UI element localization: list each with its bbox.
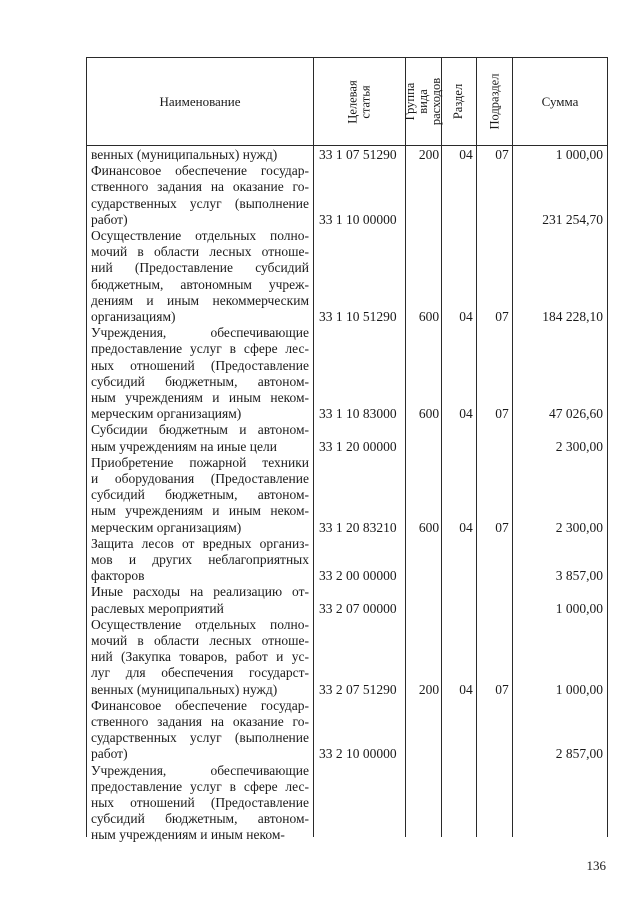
header-section: Раздел — [442, 58, 477, 145]
row-target-code: 33 1 07 51290 — [319, 146, 397, 162]
row-name-line: субсидий бюджетным, автоном- — [91, 487, 309, 503]
row-section: 04 — [459, 308, 473, 324]
row-name-line: Субсидии бюджетным и автоном- — [91, 422, 309, 438]
row-target-code: 33 1 20 00000 — [319, 438, 397, 454]
row-name-line: Осуществление отдельных полно- — [91, 228, 309, 243]
row-name-line: и оборудования (Предоставление — [91, 471, 309, 486]
row-name — [91, 763, 309, 844]
row-name-line: ных отношений (Предоставление — [91, 795, 309, 810]
table-row — [87, 163, 607, 228]
row-name-line: Осуществление отдельных полно- — [91, 616, 309, 632]
page-number: 136 — [586, 858, 606, 873]
header-group: Группа вида расходов — [406, 58, 442, 145]
row-name-line: мов и других неблагоприятных — [91, 552, 309, 567]
table-row — [87, 617, 607, 698]
row-name-line: ний (Закупка товаров, работ и ус- — [91, 649, 309, 665]
row-expense-group: 600 — [418, 308, 440, 324]
row-name-line: бюджетным, автономным учреж- — [91, 276, 309, 292]
row-name-line: раслевых мероприятий — [91, 600, 224, 616]
row-section: 04 — [459, 519, 473, 535]
row-target-code: 33 1 10 00000 — [319, 211, 397, 227]
row-sum: 2 300,00 — [555, 438, 603, 454]
row-sum: 2 300,00 — [555, 519, 603, 535]
row-section: 04 — [459, 681, 473, 697]
row-name — [91, 422, 309, 454]
row-expense-group: 600 — [418, 519, 440, 535]
row-sum: 231 254,70 — [542, 211, 603, 227]
row-name-line: ных отношений (Предоставление — [91, 357, 309, 373]
row-name — [91, 163, 309, 228]
row-name-line: организациям) — [91, 309, 176, 325]
row-name-line: субсидий бюджетным, автоном- — [91, 811, 309, 827]
row-name — [91, 617, 309, 698]
row-name-line: ственного задания на оказание го- — [91, 714, 309, 729]
row-name-line: предоставление услуг в сфере лес- — [91, 778, 309, 794]
row-name-line: Учреждения, обеспечивающие — [91, 762, 309, 778]
header-name: Наименование — [87, 58, 314, 145]
row-subsection: 07 — [495, 406, 509, 422]
row-subsection: 07 — [495, 308, 509, 324]
row-name-line: ний (Предоставление субсидий — [91, 260, 309, 276]
row-sum: 1 000,00 — [555, 146, 603, 162]
row-name — [91, 584, 309, 616]
row-name — [91, 228, 309, 325]
row-sum: 47 026,60 — [549, 406, 603, 422]
row-subsection: 07 — [495, 146, 509, 162]
row-target-code: 33 2 10 00000 — [319, 746, 397, 762]
row-name — [91, 536, 309, 585]
row-name-line: ным учреждениям и иным неком- — [91, 503, 309, 519]
row-name-line: дениям и иным некоммерческим — [91, 292, 309, 308]
row-target-code: 33 2 07 51290 — [319, 681, 397, 697]
row-name-line: Учреждения, обеспечивающие — [91, 325, 309, 341]
row-name — [91, 455, 309, 536]
table-row — [87, 228, 607, 325]
row-name-line: сударственных услуг (выполнение — [91, 730, 309, 746]
row-name — [91, 147, 309, 163]
row-name-line: Финансовое обеспечение государ- — [91, 697, 309, 713]
row-sum: 1 000,00 — [555, 681, 603, 697]
row-subsection: 07 — [495, 519, 509, 535]
row-target-code: 33 1 10 83000 — [319, 406, 397, 422]
table-row — [87, 536, 607, 585]
row-target-code: 33 2 07 00000 — [319, 600, 397, 616]
table-row — [87, 584, 607, 616]
row-target-code: 33 2 00 00000 — [319, 568, 397, 584]
table-header — [86, 57, 608, 146]
row-name-line: мочий в области лесных отноше- — [91, 633, 309, 648]
row-target-code: 33 1 20 83210 — [319, 519, 397, 535]
row-name-line: ным учреждениям и иным неком- — [91, 390, 309, 405]
row-name-line: Приобретение пожарной техники — [91, 454, 309, 470]
table-row — [87, 763, 607, 844]
row-name-line: факторов — [91, 568, 145, 584]
table-row — [87, 422, 607, 454]
row-sum: 1 000,00 — [555, 600, 603, 616]
row-name-line: мерческим организациям) — [91, 406, 242, 422]
row-name-line: Финансовое обеспечение государ- — [91, 163, 309, 179]
table-row — [87, 147, 607, 163]
row-name-line: работ) — [91, 746, 128, 762]
row-name-line: ственного задания на оказание го- — [91, 179, 309, 195]
row-sum: 3 857,00 — [555, 568, 603, 584]
row-name-line: Иные расходы на реализацию от- — [91, 584, 309, 600]
row-name-line: предоставление услуг в сфере лес- — [91, 341, 309, 357]
table-row — [87, 455, 607, 536]
row-name-line: луг для обеспечения государст- — [91, 665, 309, 681]
row-name-line: сударственных услуг (выполнение — [91, 195, 309, 211]
row-name-line: венных (муниципальных) нужд) — [91, 681, 278, 697]
header-sum: Сумма — [541, 93, 579, 109]
row-name — [91, 325, 309, 422]
row-name — [91, 698, 309, 763]
row-name-line: работ) — [91, 211, 128, 227]
row-expense-group: 200 — [418, 681, 440, 697]
table-row — [87, 325, 607, 422]
row-sum: 184 228,10 — [542, 308, 603, 324]
row-expense-group: 600 — [418, 406, 440, 422]
row-name-line: ным учреждениям и иным неком- — [91, 827, 285, 843]
header-target: Целевая статья — [314, 58, 406, 145]
row-name-line: мочий в области лесных отноше- — [91, 244, 309, 260]
row-name-line: субсидий бюджетным, автоном- — [91, 373, 309, 389]
table-body — [86, 146, 608, 843]
row-name-line: ным учреждениям на иные цели — [91, 438, 277, 454]
row-sum: 2 857,00 — [555, 746, 603, 762]
row-section: 04 — [459, 146, 473, 162]
row-section: 04 — [459, 406, 473, 422]
row-subsection: 07 — [495, 681, 509, 697]
table-row — [87, 698, 607, 763]
row-name-line: венных (муниципальных) нужд) — [91, 147, 278, 162]
row-target-code: 33 1 10 51290 — [319, 308, 397, 324]
row-name-line: мерческим организациям) — [91, 519, 242, 535]
header-subsection: Подраздел — [477, 58, 513, 145]
row-expense-group: 200 — [418, 146, 440, 162]
row-name-line: Защита лесов от вредных организ- — [91, 535, 309, 551]
